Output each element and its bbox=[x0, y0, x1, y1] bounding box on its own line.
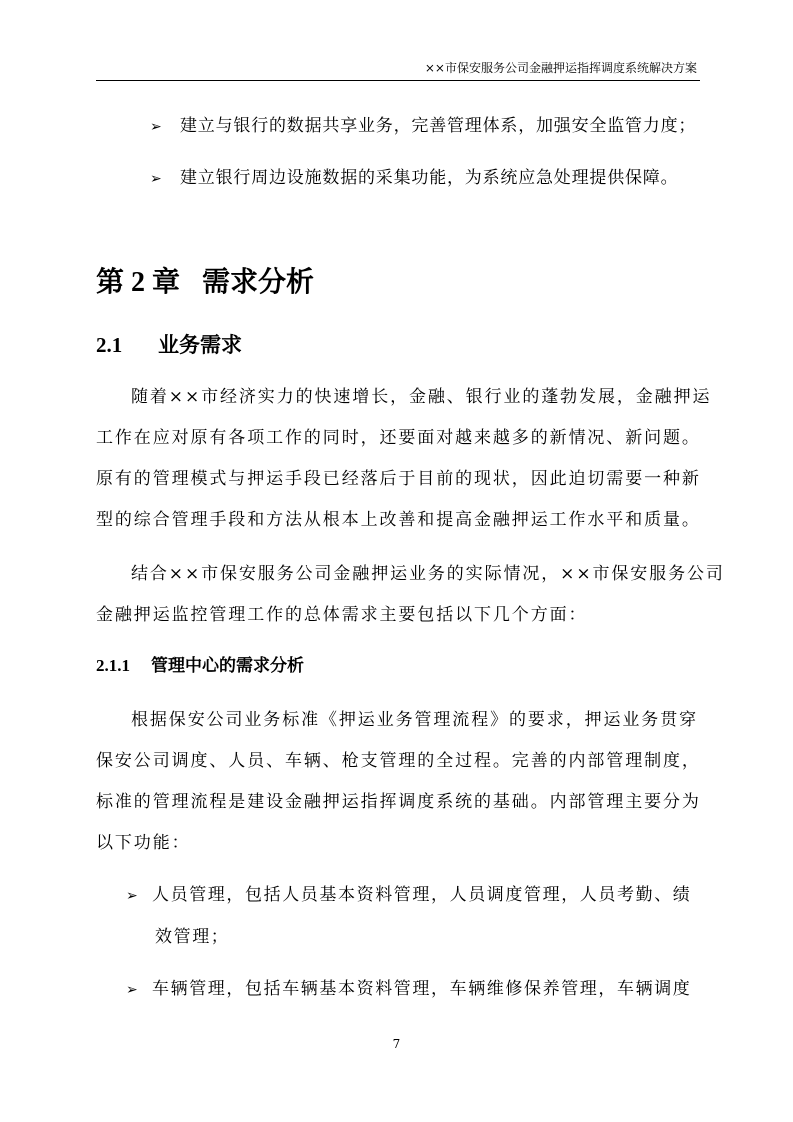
chapter-heading bbox=[96, 262, 314, 303]
bullet-text: 建立与银行的数据共享业务，完善管理体系，加强安全监管力度； bbox=[180, 116, 697, 136]
header-rule bbox=[96, 80, 700, 81]
subsection-heading bbox=[96, 653, 304, 679]
bullet-item bbox=[126, 883, 691, 908]
bullet-item bbox=[150, 166, 678, 191]
bullet-item bbox=[150, 114, 696, 139]
paragraph-line: 以下功能： bbox=[96, 833, 191, 853]
paragraph-line: 标准的管理流程是建设金融押运指挥调度系统的基础。内部管理主要分为 bbox=[96, 792, 701, 812]
arrow-bullet-icon: ➢ bbox=[150, 119, 162, 135]
arrow-bullet-icon: ➢ bbox=[126, 982, 138, 998]
section-number: 2.1 bbox=[96, 333, 123, 357]
paragraph-line: 结合××市保安服务公司金融押运业务的实际情况，××市保安服务公司 bbox=[131, 564, 725, 584]
chapter-number: 第 2 章 bbox=[96, 267, 181, 298]
section-heading bbox=[96, 330, 242, 360]
paragraph-line: 原有的管理模式与押运手段已经落后于目前的现状，因此迫切需要一种新 bbox=[96, 469, 701, 489]
paragraph-line: 金融押运监控管理工作的总体需求主要包括以下几个方面： bbox=[96, 605, 588, 625]
paragraph-line: 随着××市经济实力的快速增长，金融、银行业的蓬勃发展，金融押运 bbox=[131, 387, 712, 407]
chapter-title-text: 需求分析 bbox=[202, 265, 315, 298]
bullet-text: 建立银行周边设施数据的采集功能，为系统应急处理提供保障。 bbox=[180, 168, 679, 188]
paragraph-line: 工作在应对原有各项工作的同时，还要面对越来越多的新情况、新问题。 bbox=[96, 428, 701, 448]
section-title-text: 业务需求 bbox=[158, 333, 242, 357]
subsection-title-text: 管理中心的需求分析 bbox=[151, 656, 304, 676]
arrow-bullet-icon: ➢ bbox=[150, 171, 162, 187]
running-header: ××市保安服务公司金融押运指挥调度系统解决方案 bbox=[424, 61, 697, 75]
bullet-continuation: 效管理； bbox=[155, 927, 230, 947]
paragraph-line: 根据保安公司业务标准《押运业务管理流程》的要求，押运业务贯穿 bbox=[131, 710, 698, 730]
page-number: 7 bbox=[392, 1037, 401, 1051]
paragraph-line: 保安公司调度、人员、车辆、枪支管理的全过程。完善的内部管理制度， bbox=[96, 751, 701, 771]
subsection-number: 2.1.1 bbox=[96, 656, 130, 675]
paragraph-line: 型的综合管理手段和方法从根本上改善和提高金融押运工作水平和质量。 bbox=[96, 510, 701, 530]
arrow-bullet-icon: ➢ bbox=[126, 888, 138, 904]
bullet-item bbox=[126, 977, 691, 1002]
bullet-text: 车辆管理，包括车辆基本资料管理，车辆维修保养管理，车辆调度 bbox=[152, 979, 692, 999]
bullet-text: 人员管理，包括人员基本资料管理，人员调度管理，人员考勤、绩 bbox=[152, 885, 692, 905]
